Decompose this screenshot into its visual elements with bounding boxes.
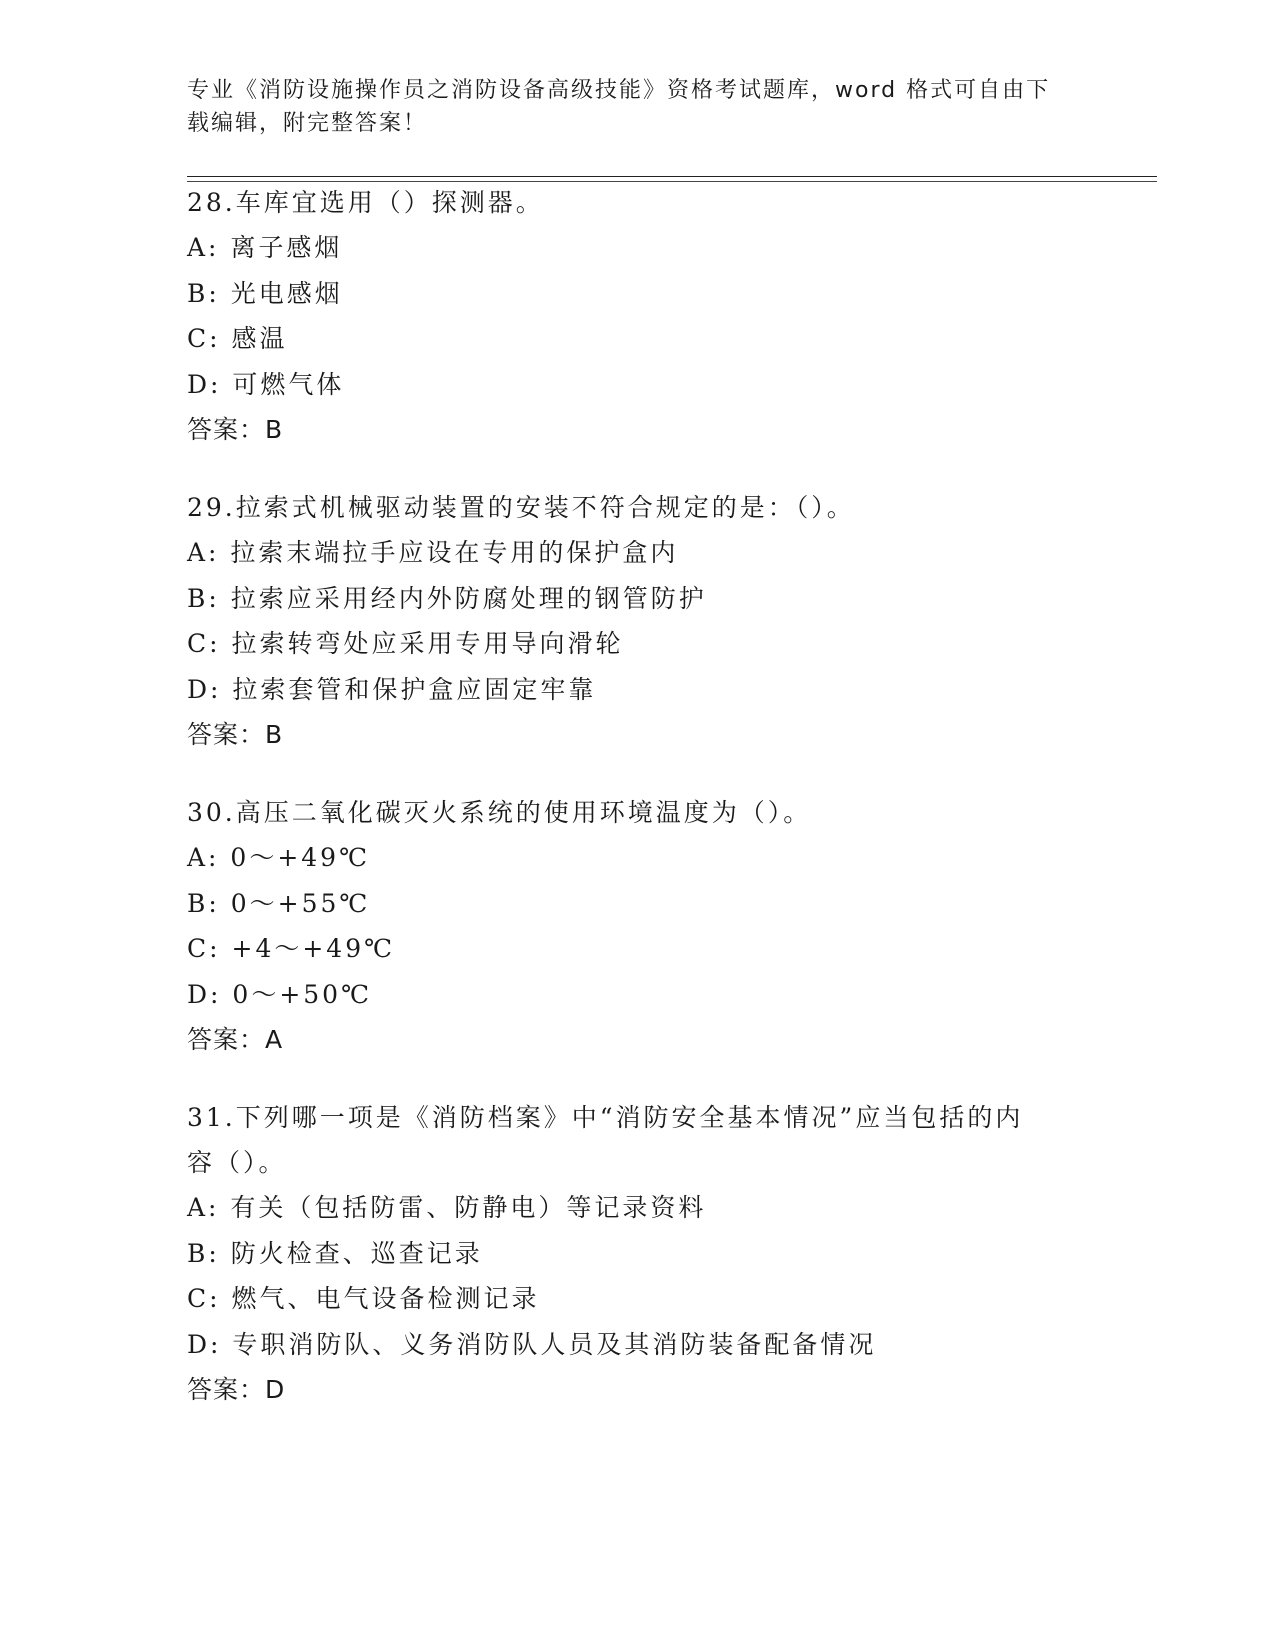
- document-header: [187, 74, 1087, 140]
- option-d: D: 专职消防队、义务消防队人员及其消防装备配备情况: [187, 1329, 877, 1359]
- question-stem: 29.拉索式机械驱动装置的安装不符合规定的是：（）。: [187, 493, 855, 522]
- option-c: C: +4～+49℃: [187, 934, 396, 963]
- option-c: C: 感温: [187, 324, 288, 353]
- question-28: [187, 180, 1087, 453]
- answer: 答案：A: [187, 1025, 284, 1054]
- option-d: D: 拉索套管和保护盒应固定牢靠: [187, 674, 597, 704]
- option-b: B: 拉索应采用经内外防腐处理的钢管防护: [187, 583, 707, 613]
- option-b: B: 防火检查、巡查记录: [187, 1238, 483, 1268]
- option-c: C: 拉索转弯处应采用专用导向滑轮: [187, 629, 624, 658]
- option-a: A: 拉索末端拉手应设在专用的保护盒内: [187, 538, 679, 567]
- answer: 答案：D: [187, 1375, 286, 1404]
- option-b: B: 0～+55℃: [187, 888, 371, 918]
- option-a: A: 离子感烟: [187, 233, 343, 262]
- option-c: C: 燃气、电气设备检测记录: [187, 1284, 540, 1313]
- question-stem-line-2: 容（）。: [187, 1148, 287, 1177]
- answer: 答案：B: [187, 415, 284, 444]
- answer: 答案：B: [187, 720, 284, 749]
- question-stem-line-1: 31.下列哪一项是《消防档案》中“消防安全基本情况”应当包括的内: [187, 1103, 1024, 1132]
- option-a: A: 0～+49℃: [187, 843, 371, 872]
- question-30: [187, 790, 1087, 1063]
- option-a: A: 有关（包括防雷、防静电）等记录资料: [187, 1193, 707, 1222]
- question-29: [187, 485, 1087, 758]
- header-line-1: 专业《消防设施操作员之消防设备高级技能》资格考试题库，word 格式可自由下: [187, 78, 1051, 103]
- option-b: B: 光电感烟: [187, 278, 343, 308]
- option-d: D: 0～+50℃: [187, 979, 373, 1009]
- header-line-2: 载编辑，附完整答案！: [187, 111, 428, 136]
- question-31: [187, 1095, 1087, 1413]
- option-d: D: 可燃气体: [187, 369, 345, 399]
- question-stem: 30.高压二氧化碳灭火系统的使用环境温度为（）。: [187, 798, 812, 827]
- header-divider: [187, 176, 1157, 177]
- question-stem: 28.车库宜选用（）探测器。: [187, 188, 544, 217]
